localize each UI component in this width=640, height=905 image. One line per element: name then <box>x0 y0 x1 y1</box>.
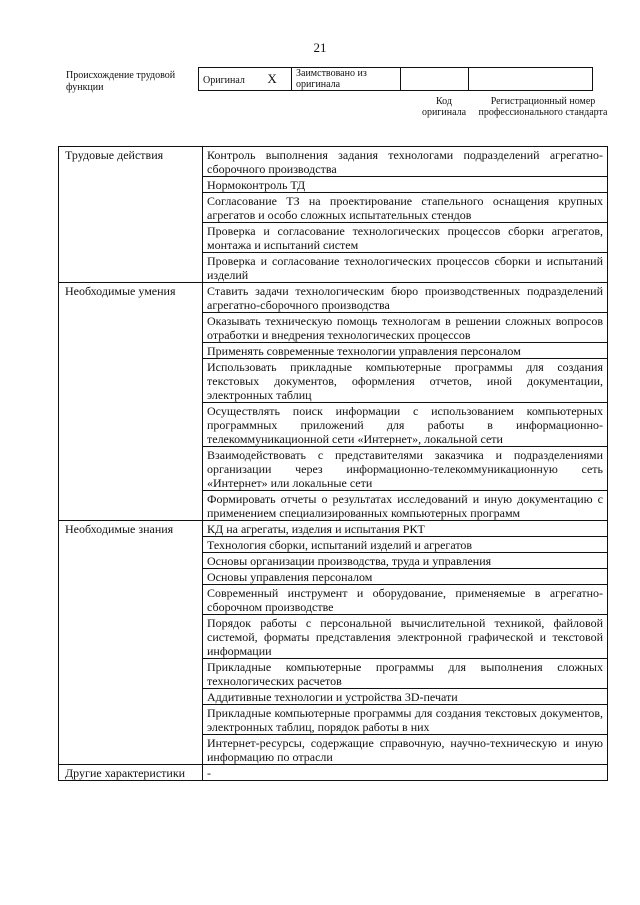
original-label: Оригинал <box>203 74 245 86</box>
origin-table <box>198 67 593 91</box>
table-row <box>59 521 608 537</box>
section-item: Применять современные технологии управления персоналом <box>203 343 608 359</box>
section-item: Интернет-ресурсы, содержащие справочную, научно-техническую и иную информацию по отрасли <box>203 735 608 765</box>
section-label: Трудовые действия <box>59 147 203 283</box>
table-row <box>59 765 608 781</box>
section-item: Оказывать техническую помощь технологам в решении сложных вопросов отработки и внедрения технологических процессов <box>203 313 608 343</box>
section-item: КД на агрегаты, изделия и испытания РКТ <box>203 521 608 537</box>
section-item: Взаимодействовать с представителями заказчика и подразделениями организации через информационно-телекоммуникационную сеть «Интернет» или локальные сети <box>203 447 608 491</box>
section-item: Нормоконтроль ТД <box>203 177 608 193</box>
section-label: Необходимые умения <box>59 283 203 521</box>
code-caption: Код оригинала <box>421 96 467 118</box>
original-mark: X <box>267 70 277 86</box>
page-number: 21 <box>313 40 327 55</box>
section-item: - <box>203 765 608 781</box>
section-item: Прикладные компьютерные программы для выполнения сложных технологических расчетов <box>203 659 608 689</box>
registration-number-cell <box>469 68 593 91</box>
origin-label: Происхождение трудовой функции <box>66 70 176 93</box>
section-item: Основы организации производства, труда и управления <box>203 553 608 569</box>
registration-caption: Регистрационный номер профессионального стандарта <box>478 96 608 118</box>
section-label: Необходимые знания <box>59 521 203 765</box>
section-item: Прикладные компьютерные программы для создания текстовых документов, электронных таблиц, порядок работы в них <box>203 705 608 735</box>
original-code-cell <box>401 68 469 91</box>
section-item: Ставить задачи технологическим бюро производственных подразделений агрегатно-сборочного производства <box>203 283 608 313</box>
section-item: Порядок работы с персональной вычислительной техникой, файловой системой, форматы представления электронной графической и текстовой информации <box>203 615 608 659</box>
section-item: Проверка и согласование технологических процессов сборки агрегатов, монтажа и испытаний систем <box>203 223 608 253</box>
section-item: Контроль выполнения задания технологами подразделений агрегатно-сборочного производства <box>203 147 608 177</box>
section-label: Другие характеристики <box>59 765 203 781</box>
section-item: Согласование ТЗ на проектирование стапельного оснащения крупных агрегатов и особо сложных испытательных стендов <box>203 193 608 223</box>
section-item: Аддитивные технологии и устройства 3D-печати <box>203 689 608 705</box>
section-item: Современный инструмент и оборудование, применяемые в агрегатно-сборочном производстве <box>203 585 608 615</box>
section-item: Основы управления персоналом <box>203 569 608 585</box>
table-row <box>59 283 608 313</box>
borrowed-cell: Заимствовано из оригинала <box>292 68 401 91</box>
table-row <box>59 147 608 177</box>
section-item: Проверка и согласование технологических процессов сборки и испытаний изделий <box>203 253 608 283</box>
original-cell <box>199 68 292 91</box>
function-table-body <box>59 147 608 781</box>
section-item: Формировать отчеты о результатах исследований и иную документацию с применением специализированных компьютерных программ <box>203 491 608 521</box>
function-table <box>58 146 608 781</box>
section-item: Технология сборки, испытаний изделий и агрегатов <box>203 537 608 553</box>
section-item: Осуществлять поиск информации с использованием компьютерных программных приложений для работы в информационно-телекоммуникационной сети «Интернет», локальной сети <box>203 403 608 447</box>
section-item: Использовать прикладные компьютерные программы для создания текстовых документов, оформления отчетов, иной документации, электронных таблиц <box>203 359 608 403</box>
